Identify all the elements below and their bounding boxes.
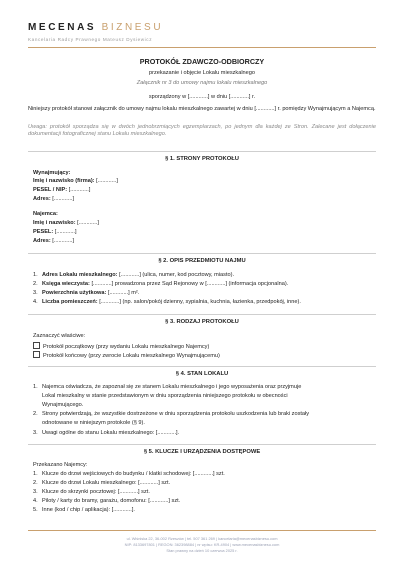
list-item: 1. Najemca oświadcza, że zapoznał się ze stanem Lokalu mieszkalnego i jego wyposażenia oraz przyjmuje [33,384,302,390]
kind-lead: Zaznaczyć właściwe: [33,333,86,339]
list-item: 3. Uwagi ogólne do stanu Lokalu mieszkalnego: [............]. [33,430,180,436]
footer-registry: NIP: 8133697801 | REGON: 362398884 | nr wpisu: KR-4904 | www.mecenasbiznesu.com [124,542,280,547]
checkbox-icon[interactable] [33,342,40,349]
section-heading-3: § 3. RODZAJ PROTOKOŁU [165,319,239,325]
document-subtitle: przekazanie i objęcie Lokalu mieszkalnego [148,70,256,76]
brand-subtitle: Kancelaria Radcy Prawnego Mateusz Dysiewicz [28,37,153,42]
section-heading-2: § 2. OPIS PRZEDMIOTU NAJMU [158,258,246,264]
checkbox-icon[interactable] [33,351,40,358]
tenant-heading: Najemca: [33,211,58,217]
tenant-name: Imię i nazwisko: [............] [33,220,99,226]
list-item: 1. Adres Lokalu mieszkalnego: [............] (ulica, numer, kod pocztowy, miasto). [33,272,235,278]
keys-lead: Przekazano Najemcy: [33,462,88,468]
footer-legal-date: Stan prawny na dzień 10 czerwca 2025 r. [166,548,238,553]
made-line: sporządzony w [............] w dniu [............] r. [148,94,256,100]
document-title: PROTOKÓŁ ZDAWCZO-ODBIORCZY [139,57,265,66]
section-divider [28,253,376,254]
usage-note: Uwaga: protokół sporządza się w dwóch jednobrzmiących egzemplarzach, po jednym dla każdej ze Stron. Zalecane jest dołączenie dokumentacji fotograficznej stanu Lokalu mieszkalnego. [28,124,376,138]
footer-contact: ul. Wiśniska 22, 36-002 Rzeszów | tel. 507 361 269 | kancelaria@mecenasbiznesu.com [126,536,278,541]
list-item: 4. Liczba pomieszczeń: [............] (np. salon/pokój dzienny, sypialnia, kuchnia, łazienka, przedpokój, inne). [33,299,301,305]
tenant-id: PESEL: [............] [33,229,77,235]
list-item: 2. Klucze do drzwi Lokalu mieszkalnego: [............] szt. [33,480,171,486]
brand-name-primary: MECENAS [28,22,97,33]
intro-paragraph: Niniejszy protokół stanowi załącznik do umowy najmu lokalu mieszkalnego zawartej w dniu [............] r. pomiędzy Wynajmującym a Najemcą. [28,106,376,112]
list-item: 4. Piloty / karty do bramy, garażu, domofonu: [............] szt. [33,498,181,504]
kind-option-final[interactable]: Protokół końcowy (przy zwrocie Lokalu mieszkalnego Wynajmującemu) [33,351,376,360]
list-item-cont: Lokal mieszkalny w stanie przedstawionym w dniu sporządzenia niniejszego protokołu w obecności [42,393,288,399]
brand-logo [28,22,163,34]
section-heading-4: § 4. STAN LOKALU [175,371,229,377]
list-item-cont: odnotowane w niniejszym protokole (§ 9). [42,420,145,426]
section-divider [28,314,376,315]
list-item: 3. Powierzchnia użytkowa: [............] m². [33,290,140,296]
tenant-address: Adres: [............] [33,238,75,244]
brand-name-accent: BIZNESU [101,22,164,33]
list-item: 2. Strony potwierdzają, że wszystkie dostrzeżone w dniu sporządzenia protokołu uszkodzenia lub braki zostały [33,411,310,417]
landlord-heading: Wynajmujący: [33,170,71,176]
list-item: 1. Klucze do drzwi wejściowych do budynku / klatki schodowej: [............] szt. [33,471,225,477]
section-divider [28,151,376,152]
list-item: 5. Inne (kod / chip / aplikacja): [............]. [33,507,135,513]
landlord-name: Imię i nazwisko (firma): [............] [33,178,118,184]
section-divider [28,444,376,445]
kind-option-initial[interactable]: Protokół początkowy (przy wydaniu Lokalu mieszkalnego Najemcy) [33,342,376,351]
landlord-id: PESEL / NIP: [............] [33,187,91,193]
footer-divider [28,530,376,531]
annex-note: Załącznik nr 3 do umowy najmu lokalu mieszkalnego [136,80,268,86]
list-item: 3. Klucze do skrzynki pocztowej: [............] szt. [33,489,150,495]
section-divider [28,366,376,367]
list-item-cont: Wynajmującego. [42,402,84,408]
landlord-address: Adres: [............] [33,196,75,202]
section-heading-5: § 5. KLUCZE I URZĄDZENIA DOSTĘPOWE [143,449,261,455]
section-heading-1: § 1. STRONY PROTOKOŁU [165,156,239,162]
list-item: 2. Księga wieczysta: [............] prowadzona przez Sąd Rejonowy w [............] (informacja opcjonalna). [33,281,289,287]
header-divider [28,47,376,48]
